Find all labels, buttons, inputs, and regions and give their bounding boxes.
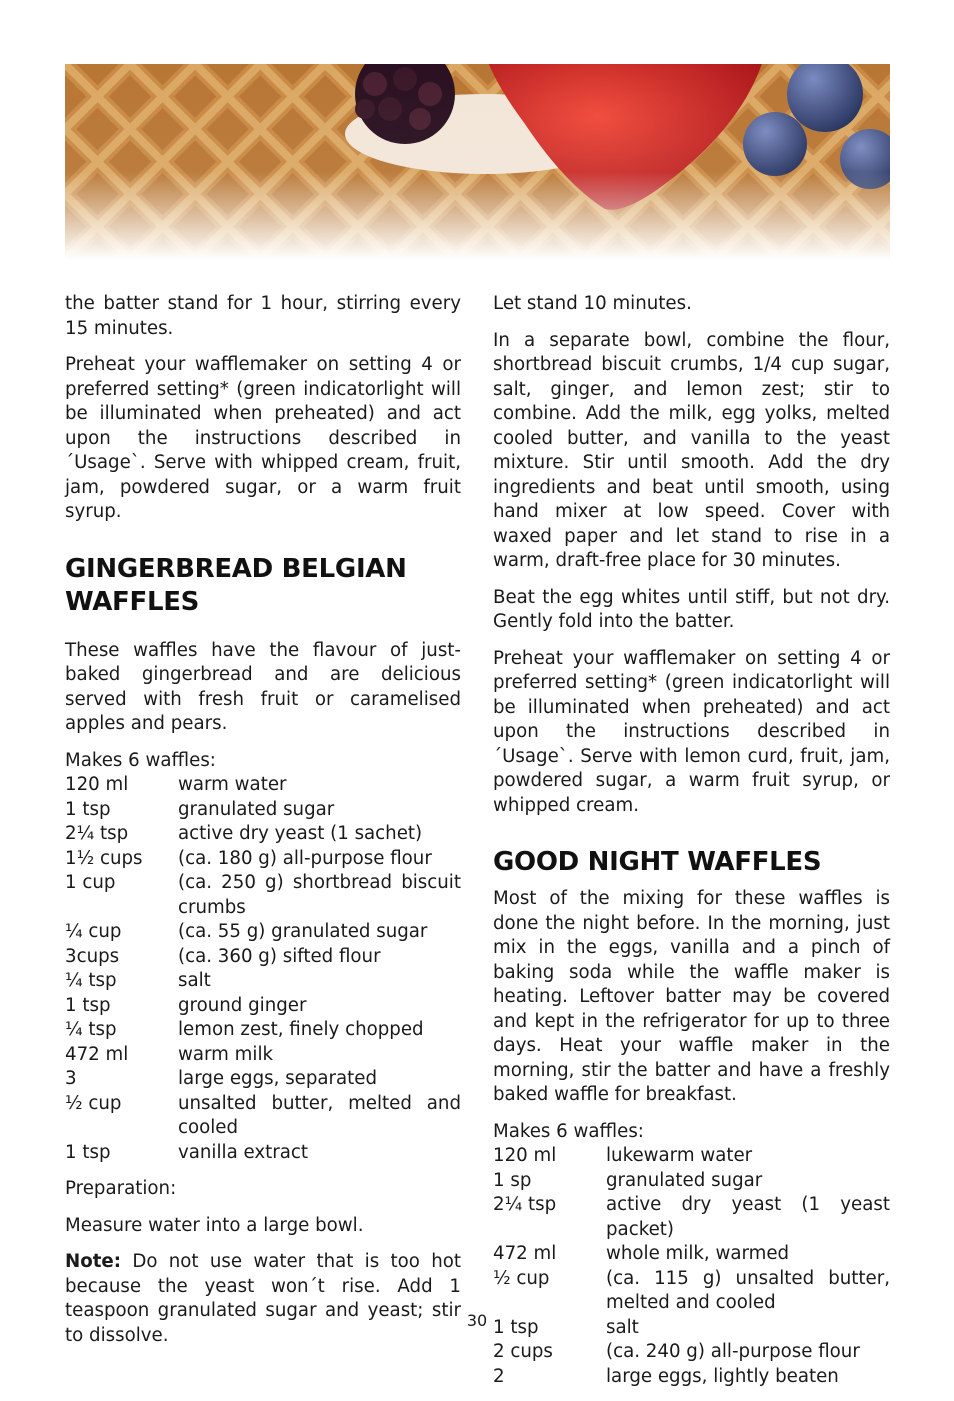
ingredient-row bbox=[65, 1141, 461, 1166]
preparation-label: Preparation: bbox=[65, 1178, 177, 1199]
ingredient-qty: 2 cups bbox=[493, 1341, 553, 1362]
paragraph: Beat the egg whites until stiff, but not dry. Gently fold into the batter. bbox=[493, 586, 890, 632]
recipe-intro: Most of the mixing for these waffles is done the night before. In the morning, just mix in the eggs, vanilla and a pinch of baking soda while the waffle maker is heating. Leftover batter may be covered and kept in the refrigerator for up to three days. Heat your waffle maker in the morning, stir the batter and have a freshly baked waffle for breakfast. bbox=[493, 888, 890, 1105]
ingredient-qty: ¼ tsp bbox=[65, 970, 117, 991]
ingredient-qty: 120 ml bbox=[493, 1145, 557, 1166]
note-text: Do not use water that is too hot because the yeast won´t rise. Add 1 teaspoon granulated sugar and yeast; stir to dissolve. bbox=[65, 1251, 461, 1346]
ingredient-desc: ground ginger bbox=[178, 994, 307, 1016]
paragraph: the batter stand for 1 hour, stirring every 15 minutes. bbox=[65, 293, 461, 339]
ingredient-desc: lemon zest, finely chopped bbox=[178, 1019, 424, 1040]
ingredient-desc: (ca. 250 g) shortbread biscuit crumbs bbox=[178, 872, 461, 918]
ingredient-row bbox=[65, 945, 461, 970]
left-column bbox=[65, 292, 461, 1360]
ingredient-qty: 3cups bbox=[65, 945, 120, 967]
ingredient-desc: (ca. 180 g) all-purpose flour bbox=[178, 847, 432, 869]
ingredient-qty: 1½ cups bbox=[65, 847, 143, 869]
paragraph: Preheat your wafflemaker on setting 4 or preferred setting* (green indicatorlight will be illuminated when preheated) and act upon the instructions described in ´Usage`. Serve with whipped cream, fruit, jam, powdered sugar, or a warm fruit syrup. bbox=[65, 354, 461, 522]
ingredient-desc: active dry yeast (1 sachet) bbox=[178, 823, 423, 844]
ingredient-qty: 2¼ tsp bbox=[65, 823, 129, 844]
ingredient-desc: active dry yeast (1 yeast packet) bbox=[606, 1194, 890, 1240]
ingredient-desc: salt bbox=[606, 1316, 639, 1338]
ingredient-row bbox=[65, 920, 461, 945]
paragraph: In a separate bowl, combine the flour, shortbread biscuit crumbs, 1/4 cup sugar, salt, ginger, and lemon zest; stir to combine. Add the milk, egg yolks, melted cooled butter, and vanilla to the yeast mixture. Stir until smooth. Add the dry ingredients and beat until smooth, using hand mixer at low speed. Cover with waxed paper and let stand to rise in a warm, draft-free place for 30 minutes. bbox=[493, 329, 890, 571]
note-paragraph bbox=[65, 1250, 461, 1348]
ingredient-qty: ½ cup bbox=[65, 1092, 122, 1114]
ingredient-row bbox=[65, 798, 461, 823]
ingredient-list bbox=[65, 773, 461, 1165]
ingredient-desc: granulated sugar bbox=[178, 798, 335, 820]
recipe-heading-good-night: GOOD NIGHT WAFFLES bbox=[493, 847, 822, 877]
ingredient-qty: ¼ tsp bbox=[65, 1019, 117, 1040]
ingredient-qty: 1 tsp bbox=[65, 798, 111, 820]
recipe-intro: These waffles have the flavour of just-baked gingerbread and are delicious served with fresh fruit or caramelised apples and pears. bbox=[65, 639, 461, 734]
ingredient-desc: granulated sugar bbox=[606, 1169, 763, 1191]
ingredient-desc: unsalted butter, melted and cooled bbox=[178, 1092, 461, 1138]
ingredient-row bbox=[493, 1144, 890, 1169]
makes-label: Makes 6 waffles: bbox=[493, 1120, 644, 1142]
ingredient-row bbox=[493, 1365, 890, 1390]
ingredient-qty: 1 tsp bbox=[65, 1141, 111, 1163]
ingredient-desc: whole milk, warmed bbox=[606, 1243, 790, 1264]
makes-label: Makes 6 waffles: bbox=[65, 749, 216, 771]
ingredient-row bbox=[493, 1193, 890, 1242]
ingredient-qty: 472 ml bbox=[65, 1043, 129, 1065]
ingredient-qty: 120 ml bbox=[65, 774, 129, 795]
ingredient-row bbox=[65, 1092, 461, 1141]
ingredient-row bbox=[493, 1169, 890, 1194]
ingredient-row bbox=[65, 773, 461, 798]
ingredient-qty: ¼ cup bbox=[65, 921, 122, 942]
ingredient-desc: large eggs, lightly beaten bbox=[606, 1365, 839, 1387]
ingredient-desc: (ca. 115 g) unsalted butter, melted and cooled bbox=[606, 1267, 890, 1313]
ingredient-qty: 1 sp bbox=[493, 1169, 532, 1191]
paragraph: Preheat your wafflemaker on setting 4 or preferred setting* (green indicatorlight will be illuminated when preheated) and act upon the instructions described in ´Usage`. Serve with lemon curd, fruit, jam, powdered sugar, a warm fruit syrup, or whipped cream. bbox=[493, 647, 890, 816]
paragraph: Let stand 10 minutes. bbox=[493, 293, 692, 314]
ingredient-qty: 1 tsp bbox=[493, 1316, 539, 1338]
ingredient-desc: (ca. 240 g) all-purpose flour bbox=[606, 1341, 860, 1362]
ingredient-row bbox=[65, 969, 461, 994]
ingredient-qty: 3 bbox=[65, 1068, 77, 1089]
page-number: 30 bbox=[466, 1311, 488, 1330]
ingredient-row bbox=[65, 1018, 461, 1043]
right-column bbox=[493, 292, 890, 1401]
ingredient-row bbox=[65, 822, 461, 847]
ingredient-row bbox=[65, 1043, 461, 1068]
header-photo-waffles-berries bbox=[65, 64, 890, 260]
ingredient-row bbox=[65, 994, 461, 1019]
ingredient-row bbox=[493, 1267, 890, 1316]
ingredient-desc: vanilla extract bbox=[178, 1141, 309, 1163]
recipe-heading-gingerbread: GINGERBREAD BELGIAN WAFFLES bbox=[65, 553, 407, 617]
ingredient-row bbox=[493, 1340, 890, 1365]
note-label: Note: bbox=[65, 1251, 122, 1272]
ingredient-row bbox=[65, 1067, 461, 1092]
paragraph: Measure water into a large bowl. bbox=[65, 1214, 364, 1236]
ingredient-desc: large eggs, separated bbox=[178, 1068, 378, 1089]
ingredient-desc: (ca. 55 g) granulated sugar bbox=[178, 921, 428, 942]
ingredient-desc: salt bbox=[178, 970, 211, 991]
ingredient-row bbox=[493, 1242, 890, 1267]
ingredient-qty: 1 tsp bbox=[65, 994, 111, 1016]
ingredient-qty: ½ cup bbox=[493, 1267, 550, 1289]
ingredient-row bbox=[65, 847, 461, 872]
ingredient-desc: warm milk bbox=[178, 1043, 274, 1065]
ingredient-desc: (ca. 360 g) sifted flour bbox=[178, 945, 381, 967]
ingredient-qty: 472 ml bbox=[493, 1243, 557, 1264]
ingredient-desc: lukewarm water bbox=[606, 1145, 753, 1166]
ingredient-qty: 1 cup bbox=[65, 872, 116, 893]
ingredient-desc: warm water bbox=[178, 774, 287, 795]
ingredient-qty: 2 bbox=[493, 1365, 505, 1387]
ingredient-list bbox=[493, 1144, 890, 1389]
ingredient-row bbox=[65, 871, 461, 920]
ingredient-qty: 2¼ tsp bbox=[493, 1194, 557, 1215]
